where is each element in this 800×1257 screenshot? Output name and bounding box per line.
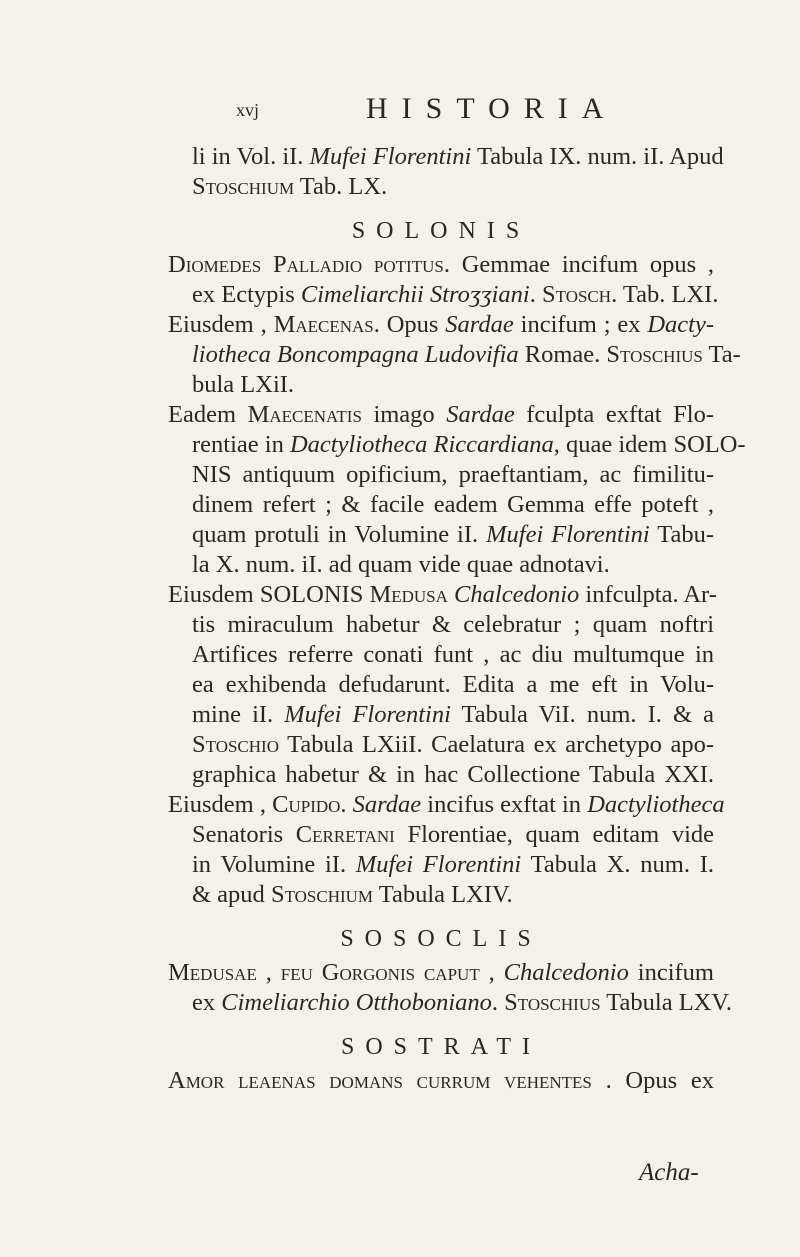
text-line [168, 172, 714, 202]
text-line: tis miraculum habetur & celebratur ; quam noftri [192, 611, 714, 638]
entry-title: Maecenas [273, 311, 374, 338]
italic-term: Sardae [352, 791, 422, 818]
running-title: HISTORIA [366, 92, 618, 125]
text-line [168, 430, 746, 460]
text-line [168, 820, 714, 850]
italic-title: Dacty- [647, 311, 714, 338]
text-run: infculpta. Ar- [579, 581, 717, 608]
text-run: Romae. [518, 341, 607, 368]
text-run: in Volumine iI. [192, 851, 356, 878]
italic-title: Dactyliotheca Riccardiana [289, 431, 554, 458]
text-run: Eadem [168, 401, 248, 428]
text-run: Tabu- [649, 521, 714, 548]
text-run: Tab. LX. [294, 173, 388, 200]
italic-term: Chalcedonio [454, 581, 580, 608]
text-run: . Tab. LXI. [611, 281, 719, 308]
text-run: Tabula LXIV. [373, 881, 513, 908]
text-run: . [491, 989, 505, 1016]
text-run: incifum ; ex [513, 311, 648, 338]
text-line: ea exhibenda defudarunt. Edita a me eft in Volu- [192, 671, 714, 698]
text-run: imago [361, 401, 447, 428]
entry-title: Diomedes Palladio potitus [168, 251, 444, 278]
text-run: fculpta exftat Flo- [514, 401, 714, 428]
text-run: & apud [192, 881, 271, 908]
text-line: bula LXiI. [192, 371, 295, 398]
text-line [168, 310, 714, 340]
author-name: Stoschius [504, 989, 601, 1016]
text-run: . Gemmae incifum opus , [443, 251, 714, 278]
text-line [168, 850, 714, 880]
text-run: . [529, 281, 542, 308]
entry-title: Medusae , feu Gorgonis caput [168, 959, 480, 986]
section-heading-sosoclis: SOSOCLIS [340, 926, 542, 952]
text-line [168, 1066, 714, 1096]
italic-term: Sardae [445, 311, 514, 338]
text-run: rentiae in [192, 431, 290, 458]
text-line: dinem refert ; & facile eadem Gemma effe poteft , [192, 491, 714, 518]
italic-term: Sardae [446, 401, 515, 428]
entry-title: Medusa [369, 581, 448, 608]
italic-title: Mufei Florentini [284, 701, 451, 728]
text-line [168, 280, 719, 310]
entry-title: Amor leaenas domans currum vehentes [168, 1067, 592, 1094]
text-line [168, 730, 714, 760]
text-line [168, 790, 725, 820]
text-line: la X. num. iI. ad quam vide quae adnotavi. [192, 551, 610, 578]
text-run: Florentiae, quam editam vide [394, 821, 714, 848]
author-name: Stosch [542, 281, 612, 308]
person-name: Cerretani [295, 821, 395, 848]
text-run: Senatoris [192, 821, 296, 848]
italic-term: Chalcedonio [503, 959, 629, 986]
italic-title: Cimeliarchii Stroʒʒiani [300, 281, 530, 308]
author-name: Stoschius [606, 341, 703, 368]
author-name: Stoschium [192, 173, 295, 200]
text-run: Eiusdem SOLONIS [168, 581, 370, 608]
text-run: , quae idem SOLO- [553, 431, 746, 458]
text-run: quam protuli in Volumine iI. [192, 521, 487, 548]
text-line [168, 880, 714, 910]
text-line [168, 340, 741, 370]
text-line [168, 988, 733, 1018]
text-run: ex [192, 989, 222, 1016]
main-text [168, 142, 746, 1096]
text-run: Eiusdem , [168, 791, 273, 818]
italic-title: liotheca Boncompagna Ludovifia [192, 341, 519, 368]
text-line [168, 400, 714, 430]
text-run: . Opus [373, 311, 446, 338]
text-run: . [340, 791, 353, 818]
section-heading-solonis: SOLONIS [351, 218, 531, 244]
page-number: xvj [236, 100, 260, 120]
author-name: Stoschio [192, 731, 279, 758]
text-run: mine iI. [192, 701, 285, 728]
catchword: Acha- [639, 1159, 699, 1186]
text-line: graphica habetur & in hac Collectione Tabula XXI. [192, 761, 714, 788]
text-line: NIS antiquum opificium, praeftantiam, ac fimilitu- [192, 461, 714, 488]
author-name: Stoschium [270, 881, 374, 908]
text-run: , [479, 959, 504, 986]
text-run: Ta- [702, 341, 741, 368]
text-line [168, 520, 714, 550]
text-run: Tabula IX. num. iI. Apud [471, 143, 724, 170]
entry-title: Maecenatis [247, 401, 362, 428]
text-run: li in Vol. iI. [192, 143, 310, 170]
text-line [168, 580, 717, 610]
text-run: incifus exftat in [421, 791, 588, 818]
text-run: incifum [628, 959, 714, 986]
italic-title: Mufei Florentini [309, 143, 472, 170]
italic-title: Dactyliotheca [587, 791, 725, 818]
text-run: Eiusdem , [168, 311, 274, 338]
entry-title: Cupido [272, 791, 341, 818]
text-run: Tabula X. num. I. [521, 851, 715, 878]
italic-title: Mufei Florentini [486, 521, 650, 548]
text-line: Artifices referre conati funt , ac diu multumque in [192, 641, 714, 668]
text-line [168, 142, 724, 172]
text-line [168, 958, 714, 988]
text-run: Tabula ViI. num. I. & a [450, 701, 714, 728]
italic-title: Mufei Florentini [355, 851, 522, 878]
text-line [168, 700, 714, 730]
text-line [168, 250, 714, 280]
text-run: ex Ectypis [192, 281, 301, 308]
italic-title: Cimeliarchio Otthoboniano [221, 989, 492, 1016]
text-run: . Opus ex [591, 1067, 714, 1094]
text-run: Tabula LXV. [600, 989, 733, 1016]
text-run: Tabula LXiiI. Caelatura ex archetypo apo- [279, 731, 714, 758]
section-heading-sostrati: SOSTRATI [340, 1034, 542, 1060]
